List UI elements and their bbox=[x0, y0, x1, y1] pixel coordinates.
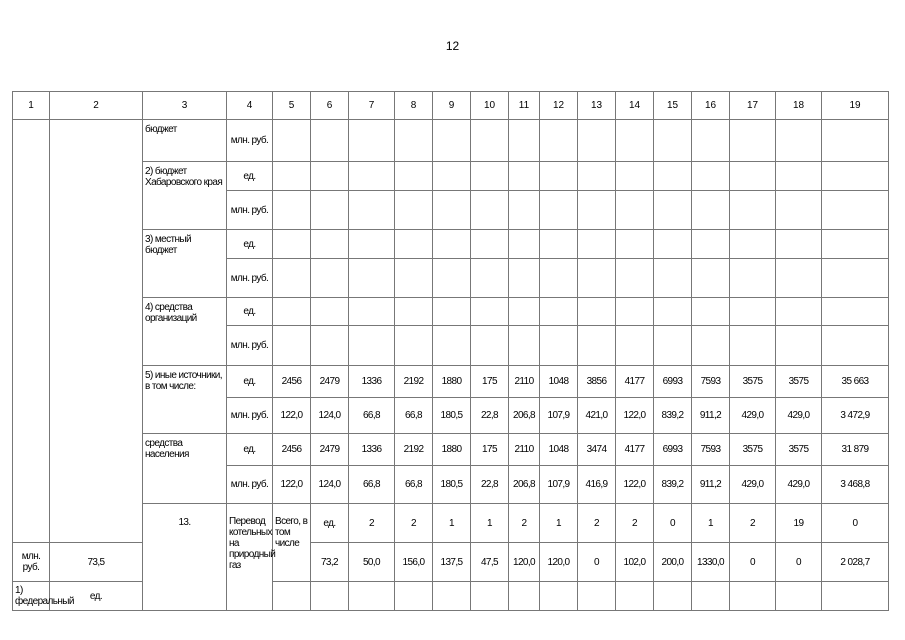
unit-cell: млн. руб. bbox=[227, 398, 273, 434]
unit-cell: млн. руб. bbox=[227, 191, 273, 230]
value-cell: 122,0 bbox=[273, 466, 311, 504]
source-cell: 1) федеральный bbox=[13, 582, 50, 611]
value-cell: 3474 bbox=[578, 434, 616, 466]
unit-cell: ед. bbox=[227, 298, 273, 326]
value-cell: 66,8 bbox=[349, 398, 395, 434]
header-cell: 12 bbox=[540, 92, 578, 120]
source-cell: 3) местный бюджет bbox=[143, 230, 227, 298]
header-cell: 5 bbox=[273, 92, 311, 120]
value-cell: 0 bbox=[578, 543, 616, 582]
value-cell: 1880 bbox=[433, 434, 471, 466]
value-cell: 0 bbox=[776, 543, 822, 582]
value-cell: 50,0 bbox=[349, 543, 395, 582]
row-description-cell: Перевод котельных на природный газ bbox=[227, 504, 273, 611]
value-cell: 180,5 bbox=[433, 466, 471, 504]
total-cell: 35 663 bbox=[822, 366, 889, 398]
value-cell: 3575 bbox=[776, 434, 822, 466]
value-cell: 839,2 bbox=[654, 466, 692, 504]
value-cell: 66,8 bbox=[395, 466, 433, 504]
unit-cell: ед. bbox=[227, 434, 273, 466]
value-cell: 1 bbox=[540, 504, 578, 543]
header-cell: 2 bbox=[50, 92, 143, 120]
value-cell: 73,2 bbox=[311, 543, 349, 582]
value-cell: 120,0 bbox=[540, 543, 578, 582]
header-cell: 3 bbox=[143, 92, 227, 120]
table-row bbox=[13, 504, 889, 543]
value-cell: 429,0 bbox=[730, 466, 776, 504]
value-cell: 1336 bbox=[349, 366, 395, 398]
value-cell: 137,5 bbox=[433, 543, 471, 582]
value-cell: 1 bbox=[471, 504, 509, 543]
header-cell: 7 bbox=[349, 92, 395, 120]
value-cell: 175 bbox=[471, 366, 509, 398]
value-cell: 0 bbox=[822, 504, 889, 543]
value-cell: 6993 bbox=[654, 434, 692, 466]
value-cell: 1048 bbox=[540, 366, 578, 398]
value-cell: 0 bbox=[730, 543, 776, 582]
unit-cell: ед. bbox=[311, 504, 349, 543]
value-cell: 2110 bbox=[509, 434, 540, 466]
header-cell: 19 bbox=[822, 92, 889, 120]
value-cell: 1880 bbox=[433, 366, 471, 398]
table-row bbox=[13, 230, 889, 259]
value-cell: 3575 bbox=[776, 366, 822, 398]
value-cell: 2 bbox=[730, 504, 776, 543]
value-cell: 124,0 bbox=[311, 466, 349, 504]
value-cell: 1330,0 bbox=[692, 543, 730, 582]
table-row bbox=[13, 162, 889, 191]
value-cell: 429,0 bbox=[776, 466, 822, 504]
source-cell: Всего, в том числе bbox=[273, 504, 311, 582]
row-number-cell: 13. bbox=[143, 504, 227, 611]
unit-cell: млн. руб. bbox=[227, 259, 273, 298]
value-cell: 107,9 bbox=[540, 466, 578, 504]
value-cell: 3856 bbox=[578, 366, 616, 398]
value-cell: 429,0 bbox=[776, 398, 822, 434]
value-cell: 107,9 bbox=[540, 398, 578, 434]
value-cell: 120,0 bbox=[509, 543, 540, 582]
value-cell: 206,8 bbox=[509, 466, 540, 504]
header-cell: 14 bbox=[616, 92, 654, 120]
value-cell: 19 bbox=[776, 504, 822, 543]
value-cell: 47,5 bbox=[471, 543, 509, 582]
value-cell: 911,2 bbox=[692, 466, 730, 504]
header-cell: 16 bbox=[692, 92, 730, 120]
header-cell: 15 bbox=[654, 92, 692, 120]
value-cell: 73,5 bbox=[50, 543, 143, 582]
value-cell: 2479 bbox=[311, 366, 349, 398]
page-number: 12 bbox=[445, 39, 460, 53]
total-cell: 2 028,7 bbox=[822, 543, 889, 582]
data-table bbox=[12, 91, 889, 611]
header-cell: 10 bbox=[471, 92, 509, 120]
value-cell: 2 bbox=[349, 504, 395, 543]
value-cell: 2479 bbox=[311, 434, 349, 466]
header-cell: 13 bbox=[578, 92, 616, 120]
value-cell: 2192 bbox=[395, 366, 433, 398]
header-cell: 8 bbox=[395, 92, 433, 120]
value-cell: 124,0 bbox=[311, 398, 349, 434]
total-cell: 3 468,8 bbox=[822, 466, 889, 504]
header-cell: 6 bbox=[311, 92, 349, 120]
unit-cell: ед. bbox=[227, 230, 273, 259]
unit-cell: ед. bbox=[227, 366, 273, 398]
value-cell: 102,0 bbox=[616, 543, 654, 582]
table-row bbox=[13, 120, 889, 162]
row-description-cell bbox=[50, 120, 143, 543]
source-cell: бюджет bbox=[143, 120, 227, 162]
unit-cell: млн. руб. bbox=[13, 543, 50, 582]
value-cell: 421,0 bbox=[578, 398, 616, 434]
value-cell: 2456 bbox=[273, 366, 311, 398]
value-cell: 180,5 bbox=[433, 398, 471, 434]
header-cell: 11 bbox=[509, 92, 540, 120]
value-cell: 2192 bbox=[395, 434, 433, 466]
value-cell: 66,8 bbox=[349, 466, 395, 504]
row-number-cell bbox=[13, 120, 50, 543]
table-row bbox=[13, 366, 889, 398]
source-cell: 2) бюджет Хабаровского края bbox=[143, 162, 227, 230]
unit-cell: ед. bbox=[50, 582, 143, 611]
unit-cell: млн. руб. bbox=[227, 326, 273, 366]
value-cell: 156,0 bbox=[395, 543, 433, 582]
value-cell: 911,2 bbox=[692, 398, 730, 434]
value-cell: 206,8 bbox=[509, 398, 540, 434]
total-cell: 3 472,9 bbox=[822, 398, 889, 434]
value-cell: 122,0 bbox=[616, 398, 654, 434]
value-cell: 175 bbox=[471, 434, 509, 466]
value-cell: 3575 bbox=[730, 366, 776, 398]
header-cell: 4 bbox=[227, 92, 273, 120]
value-cell: 2110 bbox=[509, 366, 540, 398]
value-cell: 66,8 bbox=[395, 398, 433, 434]
header-cell: 1 bbox=[13, 92, 50, 120]
value-cell: 1336 bbox=[349, 434, 395, 466]
source-cell: 5) иные источники, в том числе: bbox=[143, 366, 227, 434]
value-cell: 200,0 bbox=[654, 543, 692, 582]
value-cell: 2456 bbox=[273, 434, 311, 466]
total-cell: 31 879 bbox=[822, 434, 889, 466]
value-cell: 1048 bbox=[540, 434, 578, 466]
value-cell: 22,8 bbox=[471, 398, 509, 434]
value-cell: 3575 bbox=[730, 434, 776, 466]
header-cell: 9 bbox=[433, 92, 471, 120]
value-cell: 22,8 bbox=[471, 466, 509, 504]
value-cell: 4177 bbox=[616, 366, 654, 398]
value-cell: 2 bbox=[395, 504, 433, 543]
value-cell: 6993 bbox=[654, 366, 692, 398]
source-cell: средства населения bbox=[143, 434, 227, 504]
table-row bbox=[13, 298, 889, 326]
header-cell: 17 bbox=[730, 92, 776, 120]
value-cell: 4177 bbox=[616, 434, 654, 466]
unit-cell: ед. bbox=[227, 162, 273, 191]
value-cell: 1 bbox=[433, 504, 471, 543]
value-cell: 416,9 bbox=[578, 466, 616, 504]
value-cell: 839,2 bbox=[654, 398, 692, 434]
value-cell: 2 bbox=[578, 504, 616, 543]
header-row bbox=[13, 92, 889, 120]
value-cell: 2 bbox=[616, 504, 654, 543]
value-cell: 2 bbox=[509, 504, 540, 543]
value-cell: 122,0 bbox=[616, 466, 654, 504]
value-cell: 7593 bbox=[692, 434, 730, 466]
value-cell: 429,0 bbox=[730, 398, 776, 434]
table-row bbox=[13, 434, 889, 466]
unit-cell: млн. руб. bbox=[227, 466, 273, 504]
value-cell: 122,0 bbox=[273, 398, 311, 434]
value-cell: 7593 bbox=[692, 366, 730, 398]
header-cell: 18 bbox=[776, 92, 822, 120]
value-cell: 1 bbox=[692, 504, 730, 543]
unit-cell: млн. руб. bbox=[227, 120, 273, 162]
source-cell: 4) средства организаций bbox=[143, 298, 227, 366]
value-cell: 0 bbox=[654, 504, 692, 543]
